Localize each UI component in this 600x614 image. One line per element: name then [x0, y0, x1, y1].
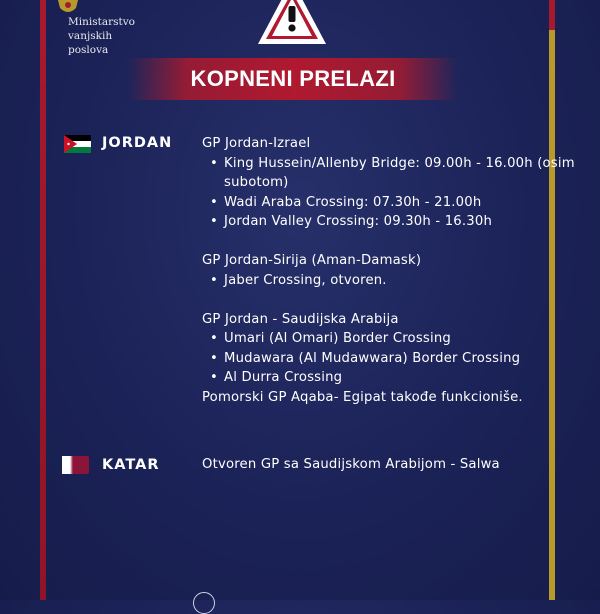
list-item: • King Hussein/Allenby Bridge: 09.00h - 16.00h (osim subotom)	[224, 154, 600, 193]
jordan-flag-icon	[64, 135, 91, 153]
group-heading: GP Jordan-Izrael	[202, 136, 311, 151]
katar-crossings	[202, 455, 500, 475]
crossing-list	[202, 329, 600, 388]
globe-icon	[193, 592, 215, 614]
group-heading: GP Jordan - Saudijska Arabija	[202, 311, 399, 327]
country-label-jordan: JORDAN	[102, 135, 173, 151]
list-item: • Wadi Araba Crossing: 07.30h - 21.00h	[224, 193, 600, 213]
list-item: • Al Durra Crossing	[224, 368, 600, 388]
page-title: KOPNENI PRELAZI	[190, 66, 396, 91]
katar-crossing-text: Otvoren GP sa Saudijskom Arabijom - Salwa	[202, 457, 500, 472]
title-banner	[128, 58, 458, 100]
left-red-stripe	[40, 0, 46, 600]
crossing-list	[202, 154, 600, 232]
list-item: • Mudawara (Al Mudawwara) Border Crossing	[224, 349, 600, 369]
right-red-stripe	[549, 0, 555, 30]
ministry-name: Ministarstvo vanjskih poslova	[68, 16, 135, 56]
jordan-crossings	[202, 134, 600, 407]
maritime-note: Pomorski GP Aqaba- Egipat takođe funkcioniše.	[202, 389, 523, 405]
warning-triangle-icon	[256, 0, 328, 46]
group-heading: GP Jordan-Sirija (Aman-Damask)	[202, 253, 422, 268]
list-item: • Jordan Valley Crossing: 09.30h - 16.30h	[224, 212, 600, 232]
coat-of-arms-icon	[56, 0, 80, 14]
list-item: • Umari (Al Omari) Border Crossing	[224, 329, 600, 349]
qatar-flag-icon	[62, 456, 89, 474]
crossing-list	[202, 271, 600, 291]
country-label-katar: KATAR	[102, 457, 160, 473]
list-item: • Jaber Crossing, otvoren.	[224, 271, 600, 291]
